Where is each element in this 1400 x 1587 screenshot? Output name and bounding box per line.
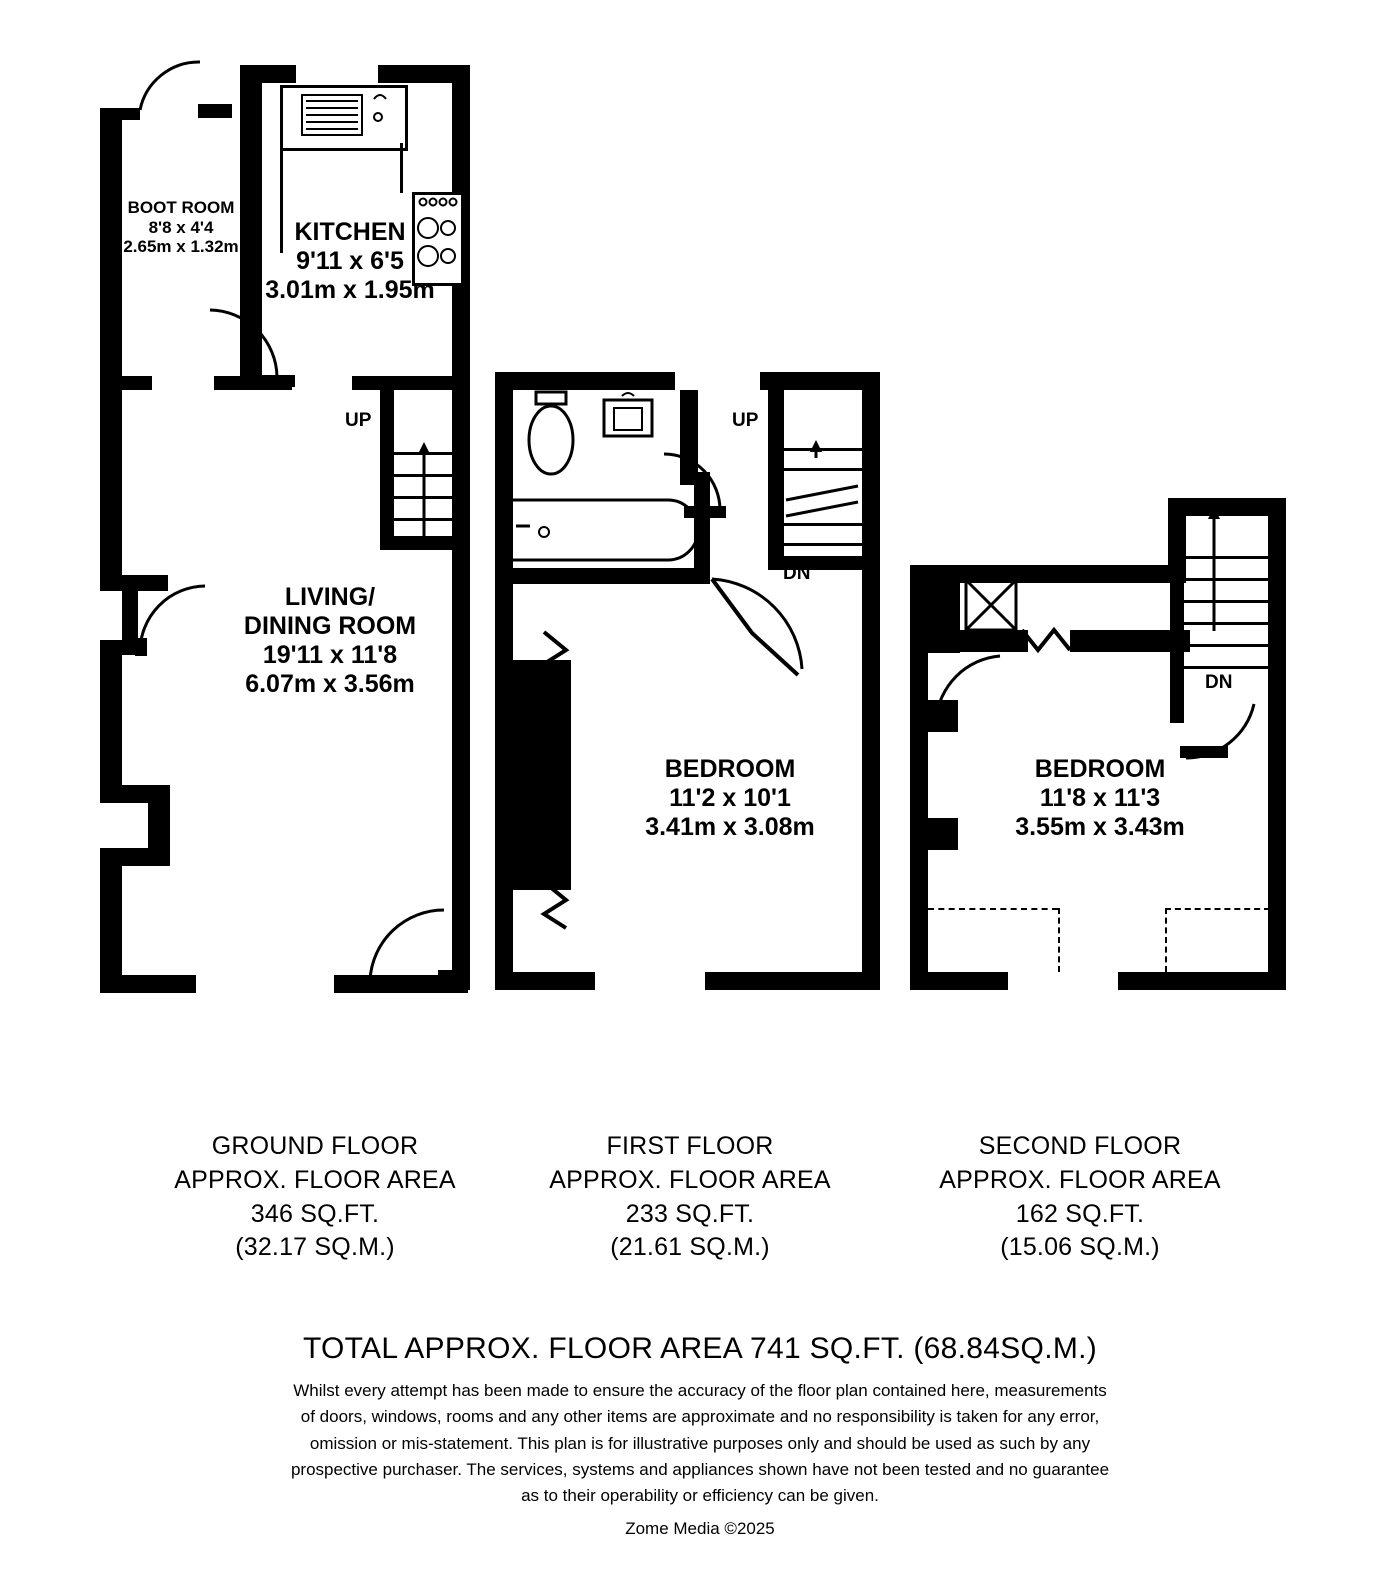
stair-direction-arrow	[410, 440, 440, 540]
stair-direction-arrows	[780, 440, 870, 560]
toilet-icon	[522, 392, 582, 482]
kitchen-name: KITCHEN	[294, 218, 406, 246]
eaves-line	[1058, 908, 1060, 972]
ground-floor-plan	[0, 0, 500, 1020]
wall	[513, 660, 571, 890]
living-imperial: 19'11 x 11'8	[262, 641, 398, 669]
wall	[495, 372, 513, 990]
ground-floor-sqft: 346 SQ.FT.	[250, 1199, 380, 1228]
boot-room-metric: 2.65m x 1.32m	[123, 237, 239, 257]
wall	[100, 388, 122, 588]
window	[595, 972, 705, 990]
hatch-icon	[964, 578, 1020, 634]
disclaimer-line-3: omission or mis-statement. This plan is for illustrative purposes only and should be used as such by any	[309, 1433, 1091, 1453]
stair-label-dn: DN	[783, 563, 811, 584]
ground-floor-area-label: APPROX. FLOOR AREA	[174, 1165, 456, 1194]
wall	[352, 376, 470, 390]
wall	[100, 108, 140, 120]
sink-icon	[282, 87, 400, 143]
door-swing-bedroom-first	[706, 575, 806, 685]
stair-label-dn: DN	[1205, 672, 1233, 693]
stair-direction-arrow	[1200, 505, 1230, 635]
counter-line	[400, 143, 403, 193]
disclaimer-line-1: Whilst every attempt has been made to ensure the accuracy of the floor plan contained here, measurements	[293, 1381, 1107, 1400]
door-swing-living-bottom	[362, 908, 457, 988]
bedroom2-name: BEDROOM	[1034, 755, 1166, 783]
second-floor-caption	[875, 1130, 1285, 1265]
living-name-line1: LIVING/	[284, 583, 376, 611]
second-floor-title: SECOND FLOOR	[978, 1132, 1182, 1160]
bedroom2-imperial: 11'8 x 11'3	[1039, 784, 1161, 812]
first-floor-sqft: 233 SQ.FT.	[625, 1199, 755, 1228]
first-floor-title: FIRST FLOOR	[606, 1132, 774, 1160]
disclaimer-line-2: of doors, windows, rooms and any other items are approximate and no responsibility is taken for any error,	[300, 1407, 1100, 1427]
wall	[100, 848, 122, 993]
window	[1008, 972, 1118, 990]
second-floor-area-label: APPROX. FLOOR AREA	[939, 1165, 1221, 1194]
alcove-jog-top	[540, 630, 590, 676]
kitchen-imperial: 9'11 x 6'5	[296, 247, 404, 275]
boot-room-name: BOOT ROOM	[127, 198, 235, 217]
total-area	[0, 1332, 1400, 1366]
room-label-bedroom-first	[605, 755, 855, 842]
first-floor-caption	[485, 1130, 895, 1265]
wall	[910, 818, 958, 850]
disclaimer	[0, 1378, 1400, 1542]
room-label-kitchen	[250, 218, 450, 305]
stair-tread	[1184, 666, 1268, 669]
bedroom2-metric: 3.55m x 3.43m	[1015, 813, 1185, 841]
door-swing-boot-room-top	[138, 60, 248, 130]
bedroom1-imperial: 11'2 x 10'1	[669, 784, 791, 812]
ground-floor-title: GROUND FLOOR	[211, 1132, 419, 1160]
wall	[495, 568, 710, 584]
stair-tread	[1184, 644, 1268, 647]
disclaimer-line-5: as to their operability or efficiency can be given.	[521, 1486, 879, 1506]
wall	[910, 565, 928, 990]
alcove-jog-bottom	[540, 880, 590, 930]
door-swing-boot-room-bottom	[205, 305, 295, 395]
wall	[380, 390, 394, 550]
wall	[1268, 498, 1286, 990]
ground-floor-sqm: (32.17 SQ.M.)	[235, 1233, 395, 1262]
window	[296, 65, 378, 83]
eaves-line	[1165, 908, 1167, 972]
wall	[100, 640, 122, 800]
living-metric: 6.07m x 3.56m	[245, 670, 415, 698]
second-floor-sqm: (15.06 SQ.M.)	[1000, 1233, 1160, 1262]
first-floor-sqm: (21.61 SQ.M.)	[610, 1233, 770, 1262]
total-area-text: TOTAL APPROX. FLOOR AREA 741 SQ.FT. (68.84SQ.M.)	[302, 1332, 1098, 1365]
door-swing-bathroom	[660, 450, 730, 520]
bedroom1-metric: 3.41m x 3.08m	[645, 813, 815, 841]
room-label-boot-room	[108, 198, 254, 257]
window	[196, 975, 334, 993]
second-floor-sqft: 162 SQ.FT.	[1015, 1199, 1145, 1228]
basin-icon	[600, 392, 660, 440]
room-label-bedroom-second	[975, 755, 1225, 842]
alcove-jog-second	[1020, 624, 1080, 660]
boot-room-imperial: 8'8 x 4'4	[148, 217, 214, 237]
bedroom1-name: BEDROOM	[664, 755, 796, 783]
kitchen-metric: 3.01m x 1.95m	[265, 276, 435, 304]
stair-label-up: UP	[732, 410, 759, 431]
first-floor-area-label: APPROX. FLOOR AREA	[549, 1165, 831, 1194]
room-label-living-dining	[200, 583, 460, 699]
first-floor-plan	[480, 0, 900, 1020]
stair-label-up: UP	[345, 410, 372, 431]
wall	[910, 700, 958, 732]
wall	[1070, 630, 1190, 652]
ground-floor-caption	[110, 1130, 520, 1265]
wall	[910, 565, 1185, 583]
eaves-line	[928, 908, 1058, 910]
eaves-line	[1165, 908, 1270, 910]
window	[718, 372, 760, 390]
credit-line: Zome Media ©2025	[625, 1518, 775, 1538]
second-floor-plan	[880, 0, 1320, 1020]
disclaimer-line-4: prospective purchaser. The services, systems and appliances shown have not been tested and no guarantee	[290, 1460, 1110, 1480]
living-name-line2: DINING ROOM	[243, 612, 417, 640]
